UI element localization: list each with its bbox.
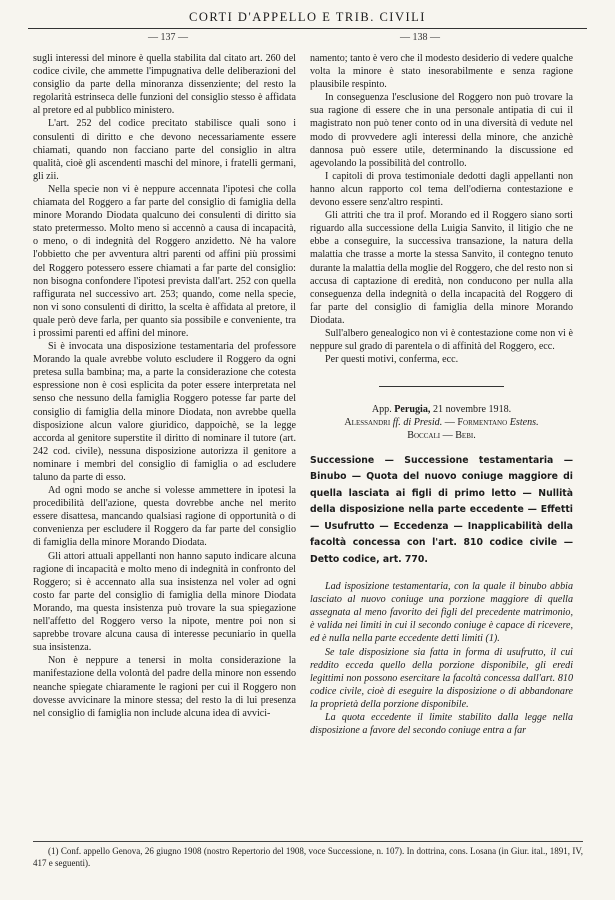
ruling-court-line [310, 403, 573, 416]
abstract-paragraph: Se tale disposizione sia fatta in forma di usufrutto, il cui reddito ecceda quello della porzione disponibile, gli eredi legittimi non possono esercitare la facoltà concessa dall'art. 810 codice civile, cioè di eseguire la disposizione o di abbandonare la proprietà della porzione disponibile. [310, 646, 573, 710]
left-column [33, 52, 296, 839]
page-number-right: — 138 — [400, 32, 440, 43]
paragraph: L'art. 252 del codice precitato stabilisce quali sono i consulenti di diritto e che devono necessariamente essere chiamati, quando non facciano parte del consiglio in altra qualità, cioè gli ascendenti maschi del minore, i fratelli germani, gli zii. [33, 118, 296, 182]
page-number-left: — 137 — [148, 32, 188, 43]
footnote-divider [33, 841, 583, 842]
footnote-text: (1) Conf. appello Genova, 26 giugno 1908 (nostro Repertorio del 1908, voce Successione, n. 107). In dottrina, cons. Losana (in Giur. ital., 1891, IV, 417 e seguenti). [33, 846, 583, 868]
ruling-court: App. [371, 404, 392, 416]
right-column [310, 52, 573, 839]
paragraph: Sull'albero genealogico non vi è contestazione come non vi è neppure sul grado di parentela o di affinità del Roggero, ecc. [310, 327, 573, 353]
paragraph: I capitoli di prova testimoniale dedotti dagli appellanti non hanno alcun rapporto col tema dell'odierna contestazione e devono essere senz'altro respinti. [310, 170, 573, 209]
ruling-judges-line [310, 416, 573, 429]
judge-estensore-role: Estens. [509, 417, 539, 429]
paragraph: Non è neppure a tenersi in molta considerazione la manifestazione della volontà del padre della minore non essendo neanche spiegate chiaramente le ragioni per cui il Roggero non dovesse avvicinare la minore stessa; del resto la di lui presenza nel consiglio di famiglia non include alcuna idea di avvici- [33, 655, 296, 719]
paragraph-continuation: sugli interessi del minore è quella stabilita dal citato art. 260 del codice civile, che ammette l'impugnativa delle deliberazioni del consiglio da parte della minoranza dissenziente; del resto la regolarità estrinseca delle funzioni del consiglio stesso è affidata al pretore ed al pubblico ministero. [33, 53, 296, 117]
ruling-judges-line-2: Boccali — Bebi. [407, 430, 476, 442]
judge-president-role: ff. di Presid. [392, 417, 443, 429]
running-header-title: CORTI D'APPELLO E TRIB. CIVILI [189, 10, 426, 24]
judge-president: Alessandri [344, 417, 391, 429]
paragraph: In conseguenza l'esclusione del Roggero non può trovare la sua ragione di essere che in una personale antipatia di cui il magistrato non può tener conto od in una diversità di vedute nel modo di provvedere agli interessi della minore, che anzichè dannosa può essere utile, determinando la discussione ed agevolando la possibilità del controllo. [310, 92, 573, 169]
paragraph: Per questi motivi, conferma, ecc. [325, 354, 459, 366]
paragraph-continuation: namento; tanto è vero che il modesto desiderio di vedere qualche volta la minore è stato inesorabilmente e senza ragione plausibile respinto. [310, 53, 573, 91]
footnote [33, 845, 583, 869]
paragraph: Gli attriti che tra il prof. Morando ed il Roggero siano sorti riguardo alla successione della Luigia Sanvito, il litigio che ne ebbe a conseguire, la successiva transazione, la natura della malattia che trasse a morte la stessa Sanvito, il contegno tenuto durante la malattia della moglie del Roggero, che del resto non si accusa di captazione di eredità, non conducono per nulla alla conseguenza della indegnità o della incapacità del Roggero di far parte del consiglio di famiglia della minore Morando Diodata. [310, 210, 573, 326]
paragraph: Si è invocata una disposizione testamentaria del professore Morando la quale avrebbe voluto escludere il Roggero da ogni pretesa sulla bambina; ma, a parte la considerazione che cotesta espressione non è così esplicita da poter essere interpretata nel senso che nessuno della famiglia Roggero potesse far parte del consiglio di famiglia della minore Diodata, non avrebbe quella disposizione alcun valore giuridico, dappoichè, se la legge accorda al genitore superstite il diritto di nominare il tutore (art. 242 cod. civile), nessuna disposizione autorizza il genitore a nominare i membri del consiglio di famiglia o ad escludere taluno da parte di esso. [33, 341, 296, 483]
judge-estensore: — Formentano [444, 417, 508, 429]
running-header [28, 6, 587, 29]
section-divider [379, 386, 504, 387]
ruling-headnote: Successione — Successione testamentaria — Binubo — Quota del nuovo coniuge maggiore di quella lasciata ai figli di primo letto — Nullità della disposizione nella parte eccedente — Effetti — Usufrutto — Eccedenza — Inapplicabilità della facoltà concessa con l'art. 810 codice civile — Detto codice, art. 770. [310, 454, 573, 565]
abstract-paragraph: Lad isposizione testamentaria, con la quale il binubo abbia lasciato al nuovo coniuge una porzione maggiore di quella assegnata al meno favorito dei figli del precedente matrimonio, è valida nei limiti in cui il secondo coniuge è capace di ricevere, ed è nulla nella parte eccedente detti limiti (1). [310, 581, 573, 645]
paragraph: Ad ogni modo se anche si volesse ammettere in ipotesi la procedibilità dell'azione, questa dovrebbe anche nel merito essere disattesa, mancando qualsiasi ragione di opportunità o di convenienza per escludere il Roggero da far parte del consiglio di famiglia della minore Morando Diodata. [33, 485, 296, 549]
ruling-date: 21 novembre 1918. [432, 404, 512, 416]
paragraph: Gli attori attuali appellanti non hanno saputo indicare alcuna ragione di incapacità e molto meno di indegnità in confronto del Roggero; si è accennato alla sua insistenza nel voler ad ogni costo far parte del consiglio di famiglia della minore Diodata Morando, ma questa insistenza può trovare la sua spiegazione nell'affetto del Roggero verso la nipote, mentre poi non si saprebbe trovare alcuna causa di interesse pecuniario in quella sua insistenza. [33, 550, 296, 654]
ruling-abstract [310, 580, 573, 737]
paragraph: Nella specie non vi è neppure accennata l'ipotesi che colla chiamata del Roggero a far parte del consiglio di famiglia della minore Morando Diodata qualcuno dei consulenti di diritto sia stato pretermesso. Molto meno si accennò a causa di incapacità, o meno, o di indegnità del Roggero anzidetto. Nè ha valore l'obbietto che per avventura altri parenti od affini più prossimi del Roggero potessero essere chiamati a far parte del consiglio: non bisogna confondere l'ipotesi prevista dall'art. 252 con quella raffigurata nel successivo art. 253; quando, come nella specie, non vi sono consulenti di diritto, la scelta è affidata al pretore, il quale però deve farla, per quanto sia possibile e conveniente, tra i prossimi parenti ed affini del minore. [33, 183, 296, 339]
abstract-paragraph: La quota eccedente il limite stabilito dalla legge nella disposizione a favore del secondo coniuge entra a far [310, 711, 573, 737]
ruling-heading [310, 403, 573, 442]
ruling-city: Perugia, [394, 404, 431, 416]
